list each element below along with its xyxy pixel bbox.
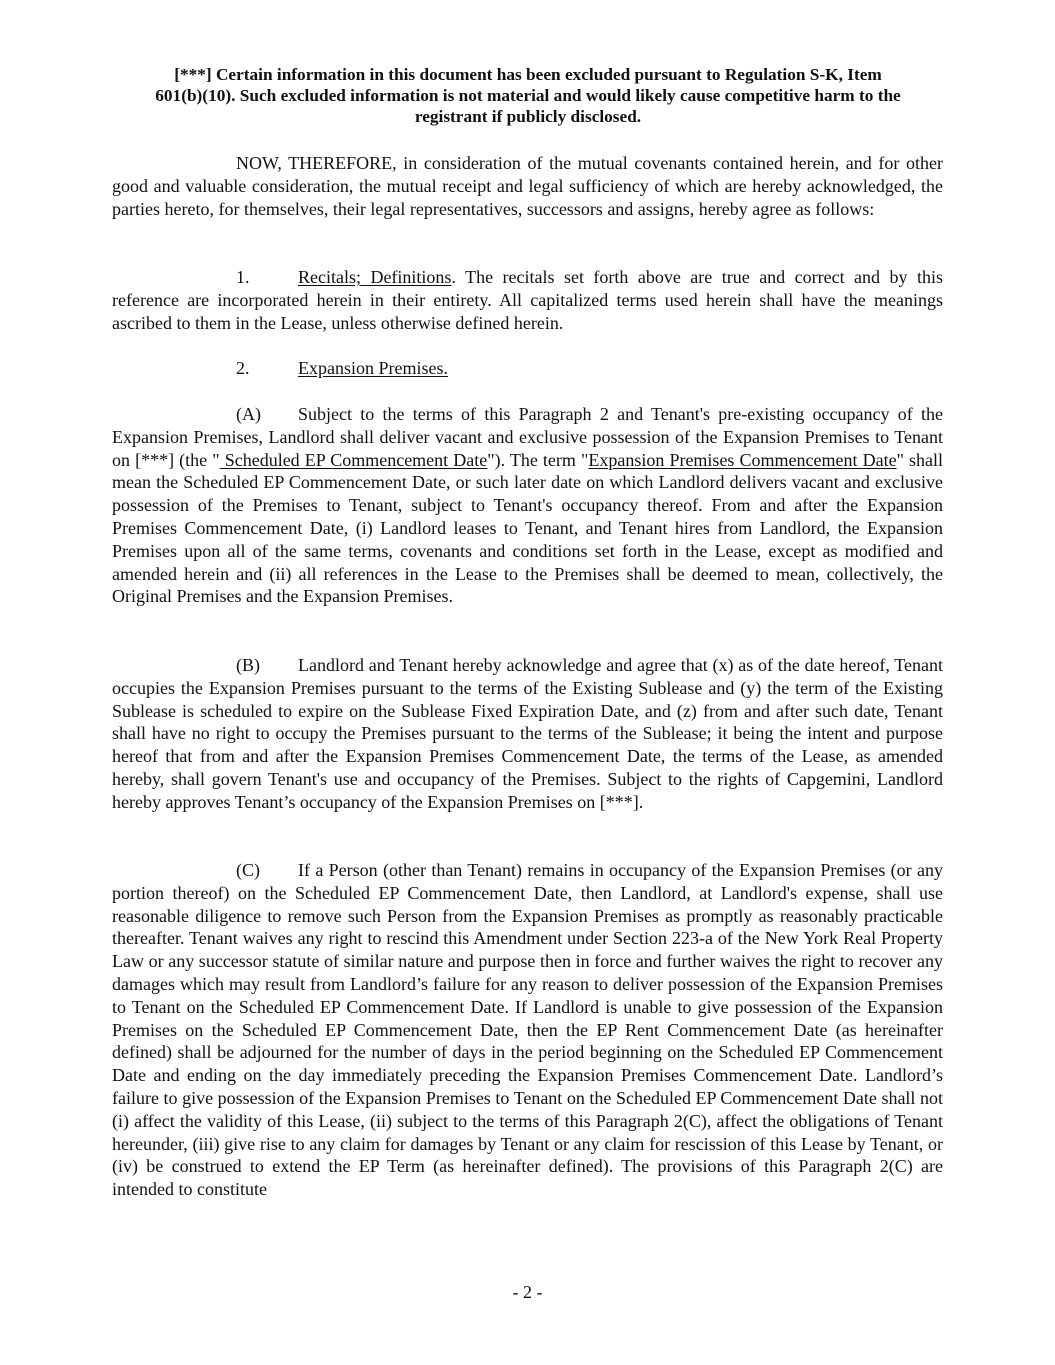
defined-term-expansion-premises-commencement-date: Expansion Premises Commencement Date bbox=[588, 449, 897, 470]
redaction-notice-line-3: registrant if publicly disclosed. bbox=[414, 107, 642, 126]
section-1-heading: Recitals; Definitions bbox=[298, 267, 452, 287]
paragraph-a-text-2: "). The term " bbox=[487, 449, 589, 470]
paragraph-a-label: (A) bbox=[236, 404, 261, 424]
paragraph-b-label: (B) bbox=[236, 655, 260, 675]
paragraph-c bbox=[112, 859, 943, 1201]
paragraph-a bbox=[112, 403, 943, 608]
section-2-number: 2. bbox=[236, 358, 250, 378]
section-1-number: 1. bbox=[236, 267, 250, 287]
section-2-heading: Expansion Premises. bbox=[298, 358, 448, 378]
defined-term-scheduled-ep-commencement-date: Scheduled EP Commencement Date bbox=[219, 449, 488, 470]
page-number: - 2 - bbox=[512, 1282, 543, 1302]
redaction-notice bbox=[112, 64, 944, 127]
intro-paragraph bbox=[112, 152, 943, 220]
redaction-notice-line-1: [***] Certain information in this document has been excluded pursuant to Regulation S-K, Item bbox=[174, 65, 882, 84]
paragraph-c-text: If a Person (other than Tenant) remains in occupancy of the Expansion Premises (or any portion thereof) on the Scheduled EP Commencement Date, then Landlord, at Landlord's expense, shall use reasonable diligence to remove such Person from the Expansion Premises as promptly as reasonably practicable thereafter. Tenant waives any right to rescind this Amendment under Section 223-a of the New York Real Property Law or any successor statute of similar nature and purpose then in force and further waives the right to recover any damages which may result from Landlord’s failure for any reason to deliver possession of the Expansion Premises to Tenant on the Scheduled EP Commencement Date. If Landlord is unable to give possession of the Expansion Premises on the Scheduled EP Commencement Date, then the EP Rent Commencement Date (as hereinafter defined) shall be adjourned for the number of days in the period beginning on the Scheduled EP Commencement Date and ending on the day immediately preceding the Expansion Premises Commencement Date. Landlord’s failure to give possession of the Expansion Premises to Tenant on the Scheduled EP Commencement Date shall not (i) affect the validity of this Lease, (ii) subject to the terms of this Paragraph 2(C), affect the obligations of Tenant hereunder, (iii) give rise to any claim for damages by Tenant or any claim for rescission of this Lease by Tenant, or (iv) be construed to extend the EP Term (as hereinafter defined). The provisions of this Paragraph 2(C) are intended to constitute bbox=[112, 860, 943, 1200]
section-1-paragraph bbox=[112, 266, 943, 334]
section-2-heading-paragraph bbox=[112, 357, 943, 380]
paragraph-b bbox=[112, 654, 943, 814]
paragraph-a-text-1: Subject to the terms of this Paragraph 2 and Tenant's pre-existing occupancy of the Expansion Premises, Landlord shall deliver vacant and exclusive possession of the Expansion Premises to Tenant on [***] (the " bbox=[112, 404, 943, 470]
paragraph-c-label: (C) bbox=[236, 860, 260, 880]
redaction-notice-line-2: 601(b)(10). Such excluded information is not material and would likely cause competitive harm to the bbox=[155, 86, 901, 105]
paragraph-a-text-3: " shall mean the Scheduled EP Commencement Date, or such later date on which Landlord delivers vacant and exclusive possession of the Premises to Tenant, subject to Tenant's occupancy thereof. From and after the Expansion Premises Commencement Date, (i) Landlord leases to Tenant, and Tenant hires from Landlord, the Expansion Premises upon all of the same terms, covenants and conditions set forth in the Lease, except as modified and amended herein and (ii) all references in the Lease to the Premises shall be deemed to mean, collectively, the Original Premises and the Expansion Premises. bbox=[112, 449, 944, 607]
paragraph-b-text: Landlord and Tenant hereby acknowledge and agree that (x) as of the date hereof, Tenant occupies the Expansion Premises pursuant to the terms of the Existing Sublease and (y) the term of the Existing Sublease is scheduled to expire on the Sublease Fixed Expiration Date, and (z) from and after such date, Tenant shall have no right to occupy the Premises pursuant to the terms of the Sublease; it being the intent and purpose hereof that from and after the Expansion Premises Commencement Date, the terms of the Lease, as amended hereby, shall govern Tenant's use and occupancy of the Premises. Subject to the rights of Capgemini, Landlord hereby approves Tenant’s occupancy of the Expansion Premises on [***]. bbox=[112, 655, 943, 812]
section-1-text: . The recitals set forth above are true and correct and by this reference are incorporated herein in their entirety. All capitalized terms used herein shall have the meanings ascribed to them in the Lease, unless otherwise defined herein. bbox=[112, 267, 943, 333]
intro-text: NOW, THEREFORE, in consideration of the mutual covenants contained herein, and for other good and valuable consideration, the mutual receipt and legal sufficiency of which are hereby acknowledged, the parties hereto, for themselves, their legal representatives, successors and assigns, hereby agree as follows: bbox=[112, 153, 943, 219]
